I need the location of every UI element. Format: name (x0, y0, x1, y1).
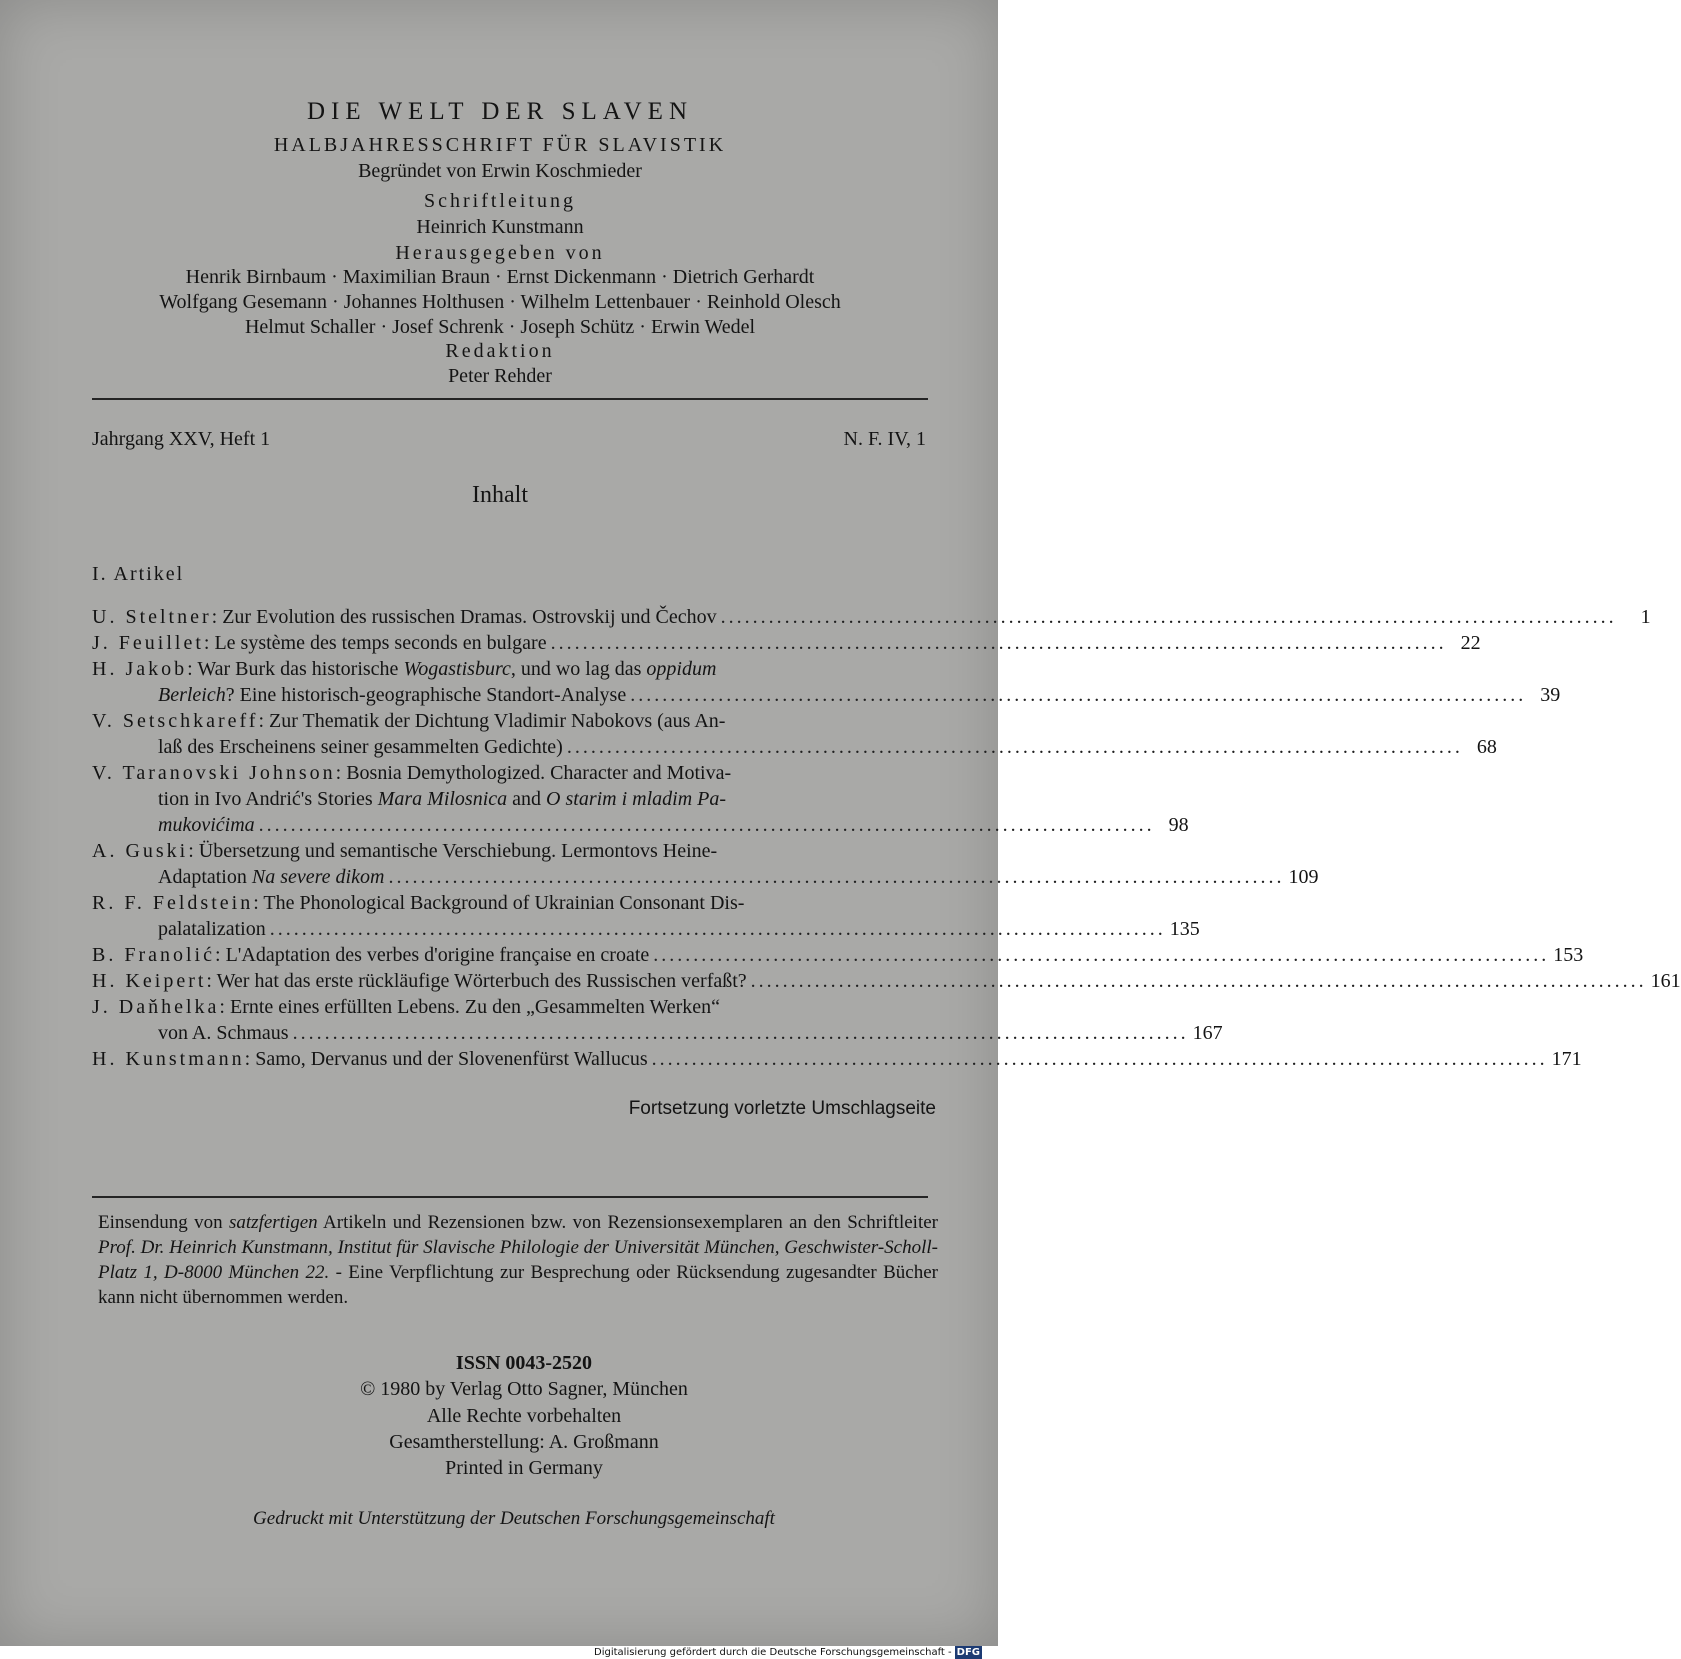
toc-page: 22 (1460, 632, 1481, 654)
toc-entry: J. Daňhelka: Ernte eines erfüllten Lebens. Zu den „Gesammelten Werken“ (92, 996, 721, 1018)
toc-page: 98 (1168, 814, 1189, 836)
rights: Alle Rechte vorbehalten (426, 1405, 622, 1427)
toc-entry: B. Franolić: L'Adaptation des verbes d'origine française en croate ................................................................................................................ 153 (92, 944, 1584, 966)
toc-entry-continuation: von A. Schmaus ................................................................................................................ 167 (158, 1022, 1223, 1044)
toc-author: U. Steltner (92, 606, 212, 628)
continuation-note: Fortsetzung vorletzte Umschlagseite (628, 1098, 936, 1119)
toc-title: Le système des temps seconds en bulgare (214, 632, 547, 654)
founded-by: Begründet von Erwin Koschmieder (358, 160, 642, 182)
toc-page: 161 (1650, 970, 1681, 992)
publishers-label: Herausgegeben von (395, 242, 605, 264)
toc-entry: A. Guski: Übersetzung und semantische Verschiebung. Lermontovs Heine- (92, 840, 718, 862)
toc-author: J. Feuillet (92, 632, 204, 654)
digitization-footer (594, 1646, 982, 1659)
toc-entry: R. F. Feldstein: The Phonological Background of Ukrainian Consonant Dis- (92, 892, 745, 914)
publishers-line-2: Wolfgang Gesemann · Johannes Holthusen · Wilhelm Lettenbauer · Reinhold Olesch (159, 291, 841, 313)
toc-author: V. Taranovski Johnson (92, 762, 336, 784)
toc-entry: H. Kunstmann: Samo, Dervanus und der Slovenenfürst Wallucus ................................................................................................................ 171 (92, 1048, 1582, 1070)
issue-series: N. F. IV, 1 (843, 428, 926, 450)
toc-page: 68 (1476, 736, 1497, 758)
issue-volume: Jahrgang XXV, Heft 1 (92, 428, 271, 450)
toc-page: 171 (1551, 1048, 1582, 1070)
copyright: © 1980 by Verlag Otto Sagner, München (360, 1378, 688, 1400)
toc-page: 167 (1192, 1022, 1223, 1044)
header-rule (92, 398, 928, 400)
toc-author: H. Kunstmann (92, 1048, 245, 1070)
toc-page: 153 (1553, 944, 1584, 966)
publishers-line-1: Henrik Birnbaum · Maximilian Braun · Ernst Dickenmann · Dietrich Gerhardt (185, 266, 815, 288)
toc-page: 39 (1540, 684, 1561, 706)
toc-author: V. Setschkareff (92, 710, 259, 732)
funding-note: Gedruckt mit Unterstützung der Deutschen Forschungsgemeinschaft (253, 1508, 775, 1529)
toc-entry: V. Taranovski Johnson: Bosnia Demythologized. Character and Motiva- (92, 762, 732, 784)
toc-page: 1 (1640, 606, 1651, 628)
toc-entry-continuation: Adaptation Na severe dikom ................................................................................................................ 109 (158, 866, 1319, 888)
publishers-line-3: Helmut Schaller · Josef Schrenk · Joseph Schütz · Erwin Wedel (244, 316, 756, 338)
toc-entry-continuation: laß des Erscheinens seiner gesammelten Gedichte) ................................................................................................................ 68 (158, 736, 1497, 758)
journal-subtitle: HALBJAHRESSCHRIFT FÜR SLAVISTIK (273, 134, 727, 156)
toc-entry: J. Feuillet: Le système des temps seconds en bulgare ................................................................................................................ 22 (92, 632, 1481, 654)
issn: ISSN 0043-2520 (455, 1352, 593, 1374)
toc-entry: H. Jakob: War Burk das historische Wogastisburc, und wo lag das oppidum (92, 658, 717, 680)
toc-entry: U. Steltner: Zur Evolution des russischen Dramas. Ostrovskij und Čechov ................................................................................................................ 1 (92, 606, 1651, 628)
footer-text: Digitalisierung gefördert durch die Deutsche Forschungsgemeinschaft - (594, 1647, 952, 1658)
toc-entry-continuation: Berleich? Eine historisch-geographische Standort-Analyse ................................................................................................................ 39 (158, 684, 1561, 706)
production: Gesamtherstellung: A. Großmann (389, 1431, 659, 1453)
section-heading: I. Artikel (92, 563, 185, 585)
printed-in: Printed in Germany (445, 1457, 603, 1479)
toc-author: H. Keipert (92, 970, 207, 992)
toc-entry-continuation: mukovićima ................................................................................................................ 98 (158, 814, 1189, 836)
redaktion-name: Peter Rehder (448, 365, 552, 387)
toc-entry-continuation: tion in Ivo Andrić's Stories Mara Milosnica and O starim i mladim Pa- (158, 788, 727, 810)
toc-page: 135 (1169, 918, 1200, 940)
toc-author: J. Daňhelka (92, 996, 220, 1018)
redaktion-label: Redaktion (445, 340, 555, 362)
toc-list (92, 604, 1681, 1072)
submission-notice: Einsendung von satzfertigen Artikeln und Rezensionen bzw. von Rezensionsexemplaren an den Schriftleiter Prof. Dr. Heinrich Kunstmann, Institut für Slavische Philologie der Universität München, Geschwister-Scholl-Platz 1, D-8000 München 22. - Eine Verpflichtung zur Besprechung oder Rücksendung zugesandter Bücher kann nicht übernommen werden. (98, 1212, 938, 1308)
toc-entry: H. Keipert: Wer hat das erste rückläufige Wörterbuch des Russischen verfaßt? ................................................................................................................ 161 (92, 970, 1681, 992)
editorship-label: Schriftleitung (424, 190, 576, 212)
dfg-logo: DFG (956, 1647, 980, 1658)
toc-title: Zur Evolution des russischen Dramas. Ostrovskij und Čechov (222, 606, 717, 628)
toc-page: 109 (1288, 866, 1319, 888)
notice-rule (92, 1196, 928, 1198)
toc-entry: V. Setschkareff: Zur Thematik der Dichtung Vladimir Nabokovs (aus An- (92, 710, 726, 732)
toc-author: H. Jakob (92, 658, 188, 680)
toc-author: A. Guski (92, 840, 189, 862)
toc-author: B. Franolić (92, 944, 215, 966)
journal-title: DIE WELT DER SLAVEN (307, 98, 693, 125)
toc-author: R. F. Feldstein (92, 892, 254, 914)
editorship-name: Heinrich Kunstmann (416, 216, 584, 238)
contents-heading: Inhalt (472, 482, 528, 508)
toc-entry-continuation: palatalization ................................................................................................................ 135 (158, 918, 1200, 940)
